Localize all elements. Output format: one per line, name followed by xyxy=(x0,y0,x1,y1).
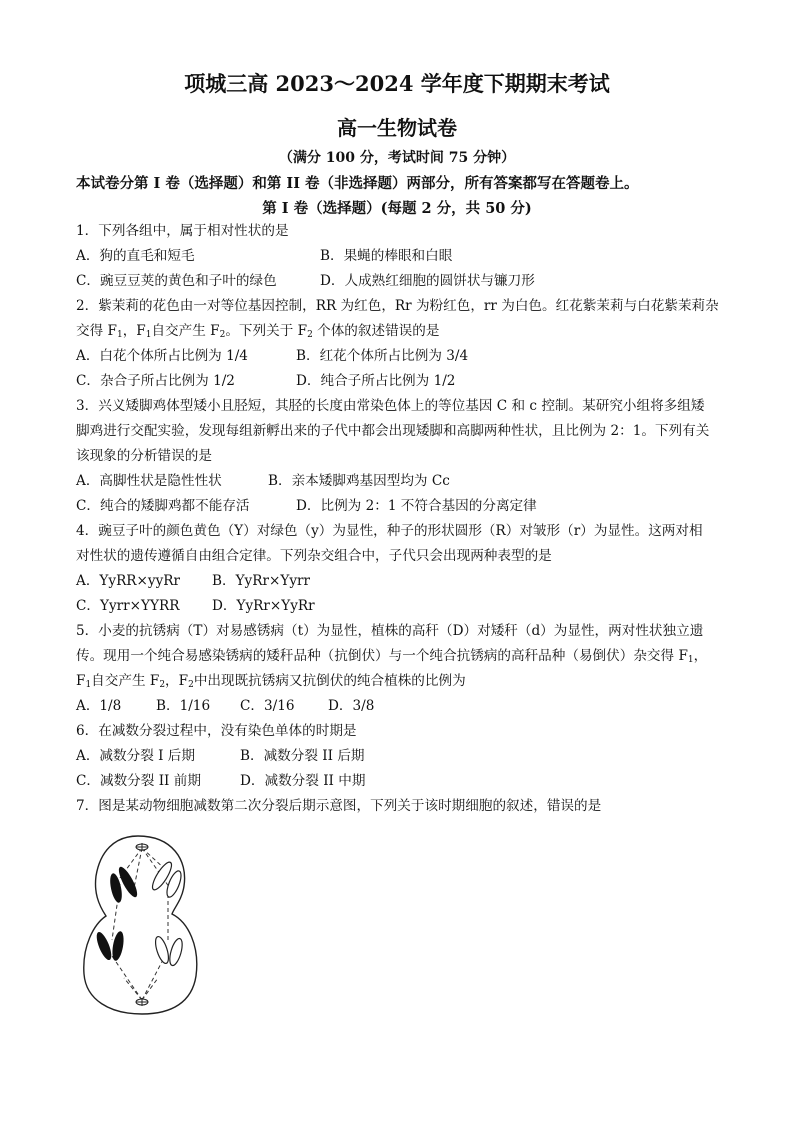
exam-info: （满分 100 分，考试时间 75 分钟） xyxy=(278,150,516,166)
question-4-option-c: C．Yyrr×YYRR xyxy=(76,598,180,614)
question-5-option-d: D．3/8 xyxy=(328,698,375,714)
question-5-stem-line1: 5．小麦的抗锈病（T）对易感锈病（t）为显性，植株的高秆（D）对矮秆（d）为显性，两对性状独立遗 xyxy=(76,623,704,639)
question-4-option-a: A．YyRR×yyRr xyxy=(76,573,181,589)
question-1-option-a: A．狗的直毛和短毛 xyxy=(76,248,195,264)
q2-text: 自交产生 F xyxy=(151,323,220,339)
question-3-stem-line1: 3．兴义矮脚鸡体型矮小且胫短，其胫的长度由常染色体上的等位基因 C 和 c 控制。某研究小组将多组矮 xyxy=(76,398,705,414)
chromosomes-lower xyxy=(94,930,185,967)
question-6-option-a: A．减数分裂 I 后期 xyxy=(76,748,195,764)
question-1-option-c: C．豌豆豆荚的黄色和子叶的绿色 xyxy=(76,273,277,289)
question-2-stem-line2 xyxy=(76,322,439,344)
question-3-option-d: D．比例为 2：1 不符合基因的分离定律 xyxy=(296,498,537,514)
q5-text: 中出现既抗锈病又抗倒伏的纯合植株的比例为 xyxy=(193,673,466,689)
q2-text: ，F xyxy=(122,323,146,339)
question-3-option-a: A．高脚性状是隐性性状 xyxy=(76,473,222,489)
question-1-option-d: D．人成熟红细胞的圆饼状与镰刀形 xyxy=(320,273,535,289)
question-4-stem-line1: 4．豌豆子叶的颜色黄色（Y）对绿色（y）为显性，种子的形状圆形（R）对皱形（r）为显性。这两对相 xyxy=(76,523,703,539)
question-2-stem-line1: 2．紫茉莉的花色由一对等位基因控制，RR 为红色，Rr 为粉红色，rr 为白色。红花紫茉莉与白花紫茉莉杂 xyxy=(76,298,719,314)
question-2-option-b: B．红花个体所占比例为 3/4 xyxy=(296,348,469,364)
chromosomes-upper xyxy=(108,860,184,904)
question-4-option-d: D．YyRr×YyRr xyxy=(212,598,315,614)
question-2-option-d: D．纯合子所占比例为 1/2 xyxy=(296,373,456,389)
q5-text: F xyxy=(76,673,86,689)
q5-text: 传。现用一个纯合易感染锈病的矮秆品种（抗倒伏）与一个纯合抗锈病的高秆品种（易倒伏）杂交得 F xyxy=(76,648,688,664)
question-6-option-c: C．减数分裂 II 前期 xyxy=(76,773,201,789)
exam-title: 项城三高 2023～2024 学年度下期期末考试 xyxy=(184,71,610,96)
cell-membrane xyxy=(84,836,197,1014)
subscript: 2 xyxy=(159,680,166,690)
question-2-option-c: C．杂合子所占比例为 1/2 xyxy=(76,373,235,389)
subscript: 2 xyxy=(219,330,226,340)
cell-division-diagram xyxy=(76,828,206,1018)
question-4-option-b: B．YyRr×Yyrr xyxy=(212,573,311,589)
q2-text: 。下列关于 F xyxy=(225,323,308,339)
q2-text: 交得 F xyxy=(76,323,117,339)
centrosome-bottom xyxy=(136,998,148,1006)
question-2-option-a: A．白花个体所占比例为 1/4 xyxy=(76,348,248,364)
question-1-stem: 1．下列各组中，属于相对性状的是 xyxy=(76,223,289,239)
centrosome-top xyxy=(136,843,148,851)
question-7-stem: 7．图是某动物细胞减数第二次分裂后期示意图，下列关于该时期细胞的叙述，错误的是 xyxy=(76,798,602,814)
subscript: 2 xyxy=(188,680,194,690)
question-3-stem-line3: 该现象的分析错误的是 xyxy=(76,448,212,464)
exam-instructions: 本试卷分第 I 卷（选择题）和第 II 卷（非选择题）两部分，所有答案都写在答题卷上。 xyxy=(76,175,639,192)
q2-text: 个体的叙述错误的是 xyxy=(312,323,440,339)
question-4-stem-line2: 对性状的遗传遵循自由组合定律。下列杂交组合中，子代只会出现两种表型的是 xyxy=(76,548,552,564)
question-5-option-a: A．1/8 xyxy=(76,698,122,714)
section-heading: 第 I 卷（选择题）(每题 2 分，共 50 分) xyxy=(262,200,532,217)
question-6-option-b: B．减数分裂 II 后期 xyxy=(240,748,365,764)
subscript: 1 xyxy=(85,680,92,690)
question-6-option-d: D．减数分裂 II 中期 xyxy=(240,773,366,789)
question-6-stem: 6．在减数分裂过程中，没有染色单体的时期是 xyxy=(76,723,357,739)
question-5-option-b: B．1/16 xyxy=(156,698,211,714)
question-3-stem-line2: 脚鸡进行交配实验，发现每组新孵出来的子代中都会出现矮脚和高脚两种性状，且比例为 2：1。下列有关 xyxy=(76,423,710,439)
exam-subtitle: 高一生物试卷 xyxy=(337,116,457,140)
question-3-option-b: B．亲本矮脚鸡基因型均为 Cc xyxy=(268,473,450,489)
subscript: 1 xyxy=(687,655,694,665)
q5-text: 自交产生 F xyxy=(91,673,160,689)
question-3-option-c: C．纯合的矮脚鸡都不能存活 xyxy=(76,498,250,514)
q5-text: ， xyxy=(693,648,708,664)
question-5-stem-line2 xyxy=(76,647,707,669)
q5-text: ，F xyxy=(165,673,189,689)
question-5-option-c: C．3/16 xyxy=(240,698,295,714)
subscript: 1 xyxy=(145,330,152,340)
subscript: 2 xyxy=(307,330,313,340)
question-1-option-b: B．果蝇的棒眼和白眼 xyxy=(320,248,453,264)
subscript: 1 xyxy=(116,330,123,340)
question-5-stem-line3 xyxy=(76,672,466,694)
